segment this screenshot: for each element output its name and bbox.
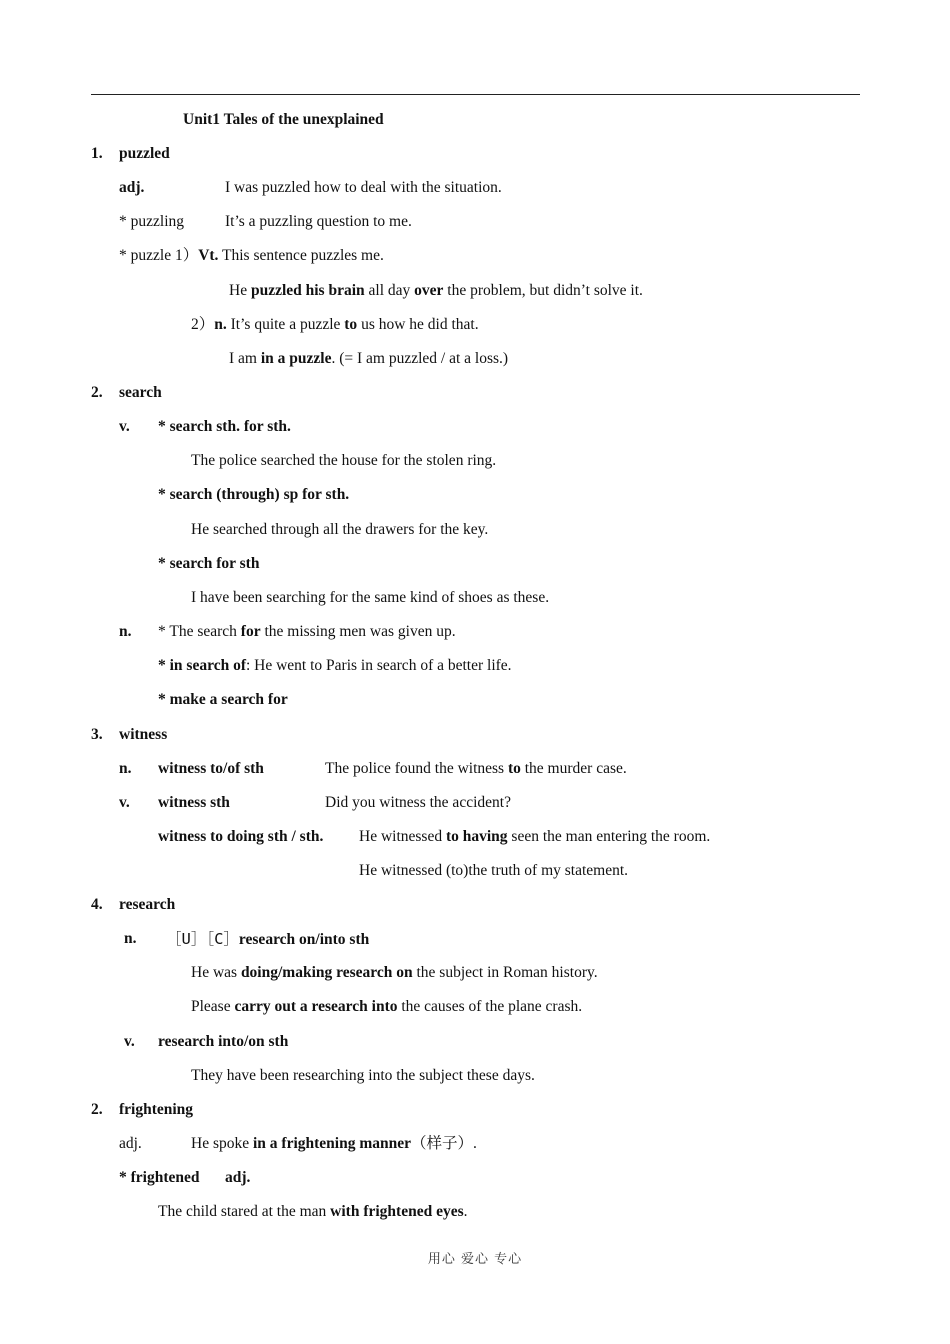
phrase: research into/on sth [158,1033,289,1050]
section-number: 1. [91,145,103,162]
example-sentence: * The search for the missing men was given up. [158,623,456,640]
pos-label: v. [119,418,130,435]
word-form-label: * frightened [119,1169,200,1186]
example-sentence: He searched through all the drawers for the key. [191,521,489,538]
example-sentence: The police searched the house for the stolen ring. [191,452,497,469]
pos-label: adj. [225,1169,251,1186]
example-sentence: It’s a puzzling question to me. [225,213,412,230]
phrase: witness to doing sth / sth. [158,828,324,845]
example-sentence: I am in a puzzle. (= I am puzzled / at a loss.) [229,350,509,367]
example-sentence: * in search of: He went to Paris in search of a better life. [158,657,512,674]
header-rule [91,94,860,95]
example-sentence: They have been researching into the subject these days. [191,1067,535,1084]
section-heading: research [119,896,176,913]
section-number: 4. [91,896,103,913]
page-title: Unit1 Tales of the unexplained [183,111,384,128]
section-heading: witness [119,726,168,743]
section-number: 2. [91,1101,103,1118]
pos-label: v. [119,794,130,811]
phrase: witness to/of sth [158,760,264,777]
example-sentence: He puzzled his brain all day over the problem, but didn’t solve it. [229,282,643,299]
phrase: * search (through) sp for sth. [158,486,350,503]
pos-label: n. [124,930,137,947]
section-heading: puzzled [119,145,170,162]
example-sentence: * puzzle 1）Vt. This sentence puzzles me. [119,247,384,264]
phrase: ［U］［C］research on/into sth [166,930,370,948]
phrase: witness sth [158,794,230,811]
section-number: 3. [91,726,103,743]
example-sentence: He witnessed to having seen the man entering the room. [359,828,711,845]
pos-label: n. [119,623,132,640]
pos-label: adj. [119,1135,142,1152]
page-footer: 用心 爱心 专心 [427,1252,523,1267]
example-sentence: Did you witness the accident? [325,794,511,811]
example-sentence: The police found the witness to the murder case. [325,760,627,777]
example-sentence: I was puzzled how to deal with the situation. [225,179,502,196]
example-sentence: Please carry out a research into the causes of the plane crash. [191,998,583,1015]
example-sentence: 2）n. It’s quite a puzzle to us how he did that. [191,316,479,333]
phrase: * search sth. for sth. [158,418,291,435]
pos-label: v. [124,1033,135,1050]
example-sentence: He spoke in a frightening manner（样子）. [191,1135,477,1152]
example-sentence: He was doing/making research on the subject in Roman history. [191,964,598,981]
phrase: * search for sth [158,555,260,572]
example-sentence: The child stared at the man with frightened eyes. [158,1203,468,1220]
example-sentence: He witnessed (to)the truth of my statement. [359,862,629,879]
section-heading: search [119,384,162,401]
word-form-label: * puzzling [119,213,184,230]
example-sentence: I have been searching for the same kind of shoes as these. [191,589,550,606]
section-number: 2. [91,384,103,401]
phrase: * make a search for [158,691,288,708]
pos-label: n. [119,760,132,777]
section-heading: frightening [119,1101,194,1118]
pos-label: adj. [119,179,145,196]
